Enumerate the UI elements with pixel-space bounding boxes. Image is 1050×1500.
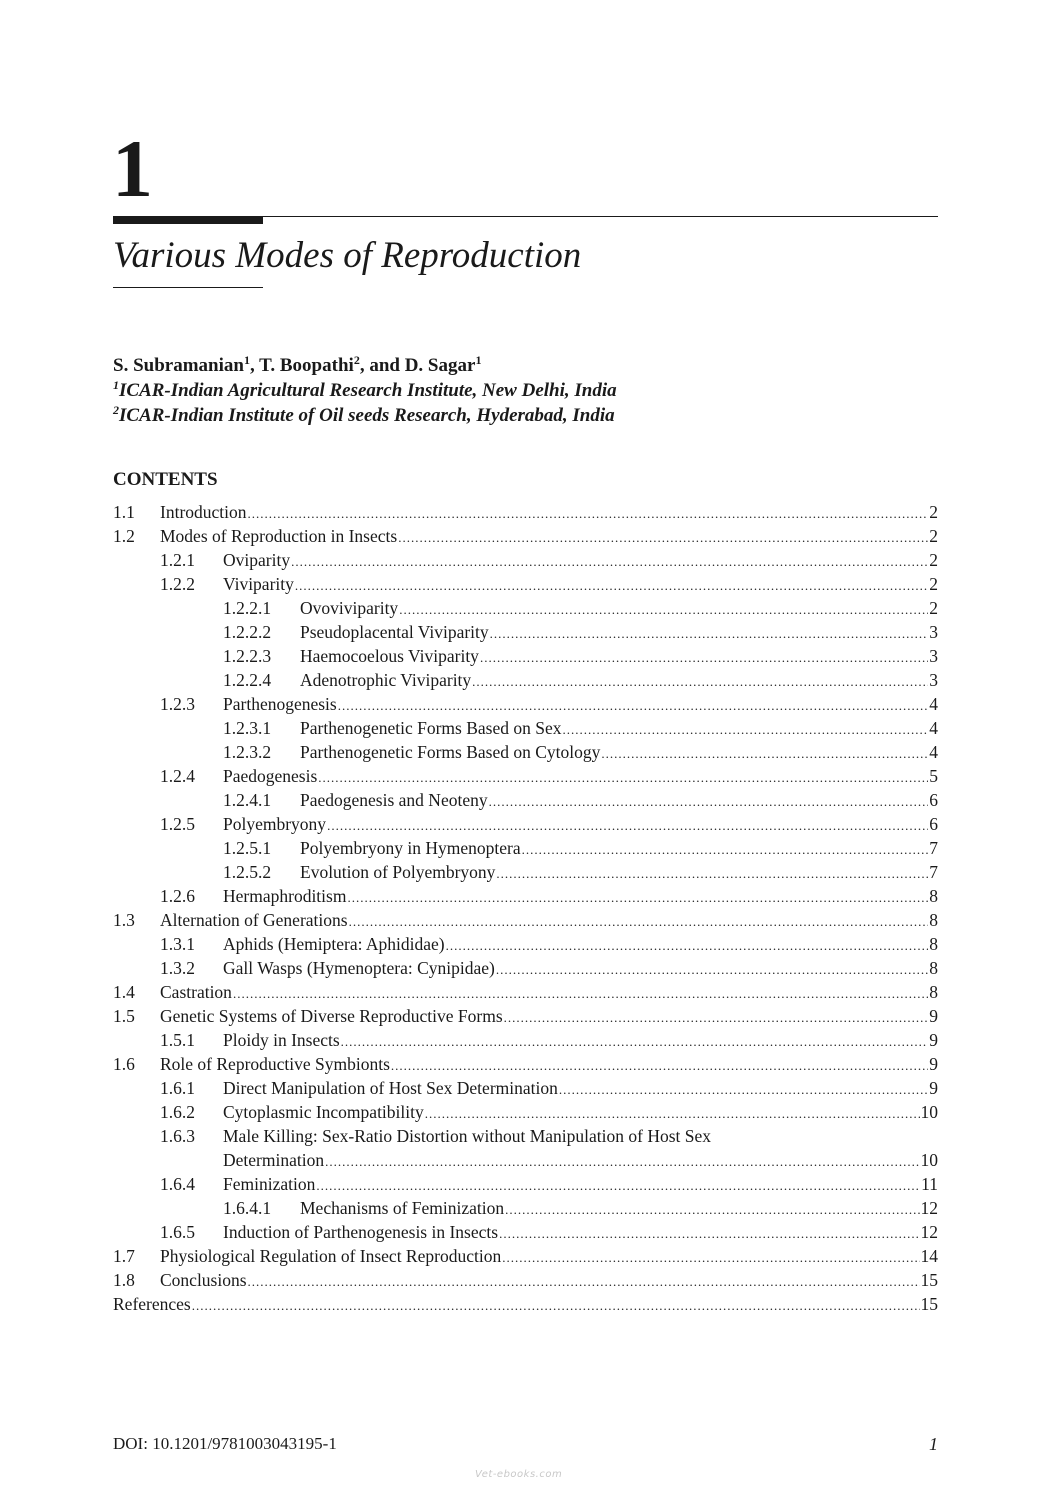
toc-entry-number: 1.2.3.1 bbox=[223, 718, 272, 738]
toc-entry[interactable] bbox=[113, 1028, 938, 1052]
toc-entry-title: Conclusions bbox=[160, 1270, 247, 1290]
toc-entry[interactable] bbox=[113, 836, 938, 860]
toc-entry-number: 1.2.3 bbox=[160, 694, 195, 714]
toc-entry[interactable] bbox=[113, 548, 938, 572]
toc-entry-number: 1.6.3 bbox=[160, 1126, 195, 1146]
toc-entry-page: 12 bbox=[920, 1198, 938, 1218]
toc-entry[interactable] bbox=[113, 1004, 938, 1028]
chapter-rule-thick bbox=[113, 216, 263, 224]
toc-entry-title: Paedogenesis and Neoteny bbox=[300, 790, 488, 810]
author-line bbox=[113, 354, 481, 378]
toc-entry-title: Paedogenesis bbox=[223, 766, 318, 786]
toc-entry[interactable] bbox=[113, 668, 938, 692]
toc-entry[interactable] bbox=[113, 596, 938, 620]
toc-entry-page: 4 bbox=[929, 718, 938, 738]
toc-entry[interactable] bbox=[113, 572, 938, 596]
author-separator: , bbox=[249, 355, 260, 376]
toc-entry-page: 8 bbox=[929, 982, 938, 1002]
toc-entry-title: Role of Reproductive Symbionts bbox=[160, 1054, 390, 1074]
toc-entry-page: 2 bbox=[929, 598, 938, 618]
toc-entry-page: 3 bbox=[929, 646, 938, 666]
toc-leader-dots bbox=[291, 550, 928, 574]
toc-entry-page: 15 bbox=[920, 1294, 938, 1314]
author-affiliation-mark: 1 bbox=[243, 353, 250, 367]
toc-leader-dots bbox=[489, 790, 929, 814]
toc-entry-title: Modes of Reproduction in Insects bbox=[160, 526, 398, 546]
toc-entry-number: 1.6.5 bbox=[160, 1222, 195, 1242]
toc-entry-page: 3 bbox=[929, 670, 938, 690]
toc-entry-number: 1.2.6 bbox=[160, 886, 195, 906]
toc-entry-page: 9 bbox=[929, 1030, 938, 1050]
toc-entry-page: 11 bbox=[921, 1174, 938, 1194]
affiliation bbox=[113, 379, 617, 403]
toc-entry[interactable] bbox=[113, 788, 938, 812]
toc-entry-page: 4 bbox=[929, 742, 938, 762]
toc-leader-dots bbox=[316, 1174, 920, 1198]
toc-leader-dots bbox=[349, 910, 929, 934]
toc-entry-page: 4 bbox=[929, 694, 938, 714]
toc-entry-number: 1.2.5.1 bbox=[223, 838, 272, 858]
toc-entry[interactable] bbox=[113, 812, 938, 836]
toc-entry[interactable] bbox=[113, 524, 938, 548]
toc-leader-dots bbox=[496, 958, 928, 982]
toc-entry[interactable] bbox=[113, 1268, 938, 1292]
toc-entry-page: 8 bbox=[929, 934, 938, 954]
toc-entry-number: 1.1 bbox=[113, 502, 135, 522]
toc-entry-title: Induction of Parthenogenesis in Insects bbox=[223, 1222, 499, 1242]
doi: DOI: 10.1201/9781003043195-1 bbox=[113, 1434, 337, 1453]
toc-entry-number: 1.8 bbox=[113, 1270, 135, 1290]
toc-entry-number: 1.3 bbox=[113, 910, 135, 930]
toc-entry-title: Viviparity bbox=[223, 574, 294, 594]
toc-entry-page: 7 bbox=[929, 838, 938, 858]
toc-entry-number: 1.2.4 bbox=[160, 766, 195, 786]
toc-entry-number: 1.7 bbox=[113, 1246, 135, 1266]
toc-entry-title: Determination bbox=[223, 1150, 325, 1170]
toc-entry[interactable] bbox=[113, 1196, 938, 1220]
toc-entry[interactable] bbox=[113, 764, 938, 788]
watermark: Vet-ebooks.com bbox=[475, 1469, 563, 1480]
toc-leader-dots bbox=[327, 814, 928, 838]
toc-entry-title: Alternation of Generations bbox=[160, 910, 348, 930]
toc-leader-dots bbox=[398, 526, 928, 550]
toc-entry-page: 10 bbox=[920, 1102, 938, 1122]
toc-entry-title: Mechanisms of Feminization bbox=[300, 1198, 505, 1218]
toc-leader-dots bbox=[248, 502, 929, 526]
affiliation-mark: 1 bbox=[113, 378, 119, 392]
toc-entry-number: 1.5 bbox=[113, 1006, 135, 1026]
toc-leader-dots bbox=[472, 670, 928, 694]
toc-entry-title: Genetic Systems of Diverse Reproductive Forms bbox=[160, 1006, 503, 1026]
toc-entry-number: 1.2.5.2 bbox=[223, 862, 272, 882]
toc-entry[interactable] bbox=[113, 1100, 938, 1124]
toc-entry[interactable] bbox=[113, 1052, 938, 1076]
toc-entry-title: Aphids (Hemiptera: Aphididae) bbox=[223, 934, 445, 954]
toc-entry[interactable] bbox=[113, 1124, 938, 1148]
chapter-rule-thin bbox=[262, 216, 938, 217]
toc-entry-number: 1.4 bbox=[113, 982, 135, 1002]
toc-leader-dots bbox=[233, 982, 928, 1006]
toc-entry[interactable] bbox=[113, 692, 938, 716]
toc-entry-number: 1.6.2 bbox=[160, 1102, 195, 1122]
toc-entry-page: 9 bbox=[929, 1078, 938, 1098]
toc-leader-dots bbox=[341, 1030, 929, 1054]
toc-entry[interactable] bbox=[113, 908, 938, 932]
toc-entry-title: Ploidy in Insects bbox=[223, 1030, 340, 1050]
toc-entry-page: 10 bbox=[920, 1150, 938, 1170]
toc-entry-page: 14 bbox=[920, 1246, 938, 1266]
chapter-number: 1 bbox=[112, 123, 153, 214]
toc-leader-dots bbox=[318, 766, 928, 790]
author-affiliation-mark: 2 bbox=[353, 353, 360, 367]
toc-entry[interactable] bbox=[113, 620, 938, 644]
toc-leader-dots bbox=[522, 838, 929, 862]
toc-entry[interactable] bbox=[113, 860, 938, 884]
toc-leader-dots bbox=[192, 1294, 920, 1318]
toc-entry-title: Adenotrophic Viviparity bbox=[300, 670, 472, 690]
toc-entry-number: 1.2.2.4 bbox=[223, 670, 272, 690]
toc-entry-page: 2 bbox=[929, 574, 938, 594]
toc-entry-number: 1.6.4.1 bbox=[223, 1198, 272, 1218]
toc-entry-title: Hermaphroditism bbox=[223, 886, 347, 906]
toc-entry-page: 9 bbox=[929, 1054, 938, 1074]
toc-entry[interactable] bbox=[113, 932, 938, 956]
toc-entry[interactable] bbox=[113, 716, 938, 740]
toc-entry-title: Pseudoplacental Viviparity bbox=[300, 622, 489, 642]
toc-entry-number: 1.2.2.2 bbox=[223, 622, 272, 642]
toc-entry[interactable] bbox=[113, 1148, 938, 1172]
contents-heading: CONTENTS bbox=[113, 469, 218, 490]
toc-entry-number: 1.6 bbox=[113, 1054, 135, 1074]
author-affiliation-mark: 1 bbox=[475, 353, 482, 367]
affiliation-text: ICAR-Indian Agricultural Research Institute, New Delhi, India bbox=[119, 380, 617, 401]
toc-entry[interactable] bbox=[113, 740, 938, 764]
toc-entry-number: 1.5.1 bbox=[160, 1030, 195, 1050]
toc-entry-page: 9 bbox=[929, 1006, 938, 1026]
toc-entry-title: Cytoplasmic Incompatibility bbox=[223, 1102, 424, 1122]
toc-leader-dots bbox=[480, 646, 928, 670]
toc-entry-title: Introduction bbox=[160, 502, 247, 522]
toc-entry[interactable] bbox=[113, 956, 938, 980]
toc-entry-page: 5 bbox=[929, 766, 938, 786]
toc-leader-dots bbox=[399, 598, 928, 622]
toc-leader-dots bbox=[496, 862, 928, 886]
toc-entry-page: 15 bbox=[920, 1270, 938, 1290]
toc-leader-dots bbox=[391, 1054, 928, 1078]
author-name: T. Boopathi bbox=[259, 355, 354, 376]
toc-entry-page: 6 bbox=[929, 814, 938, 834]
toc-leader-dots bbox=[295, 574, 928, 598]
toc-entry-title: Polyembryony in Hymenoptera bbox=[300, 838, 521, 858]
toc-entry-number: 1.2.2.3 bbox=[223, 646, 272, 666]
toc-leader-dots bbox=[499, 1222, 919, 1246]
toc-entry-number: 1.2.2.1 bbox=[223, 598, 272, 618]
toc-entry-number: 1.2.1 bbox=[160, 550, 195, 570]
toc-leader-dots bbox=[338, 694, 929, 718]
toc-leader-dots bbox=[347, 886, 928, 910]
toc-leader-dots bbox=[559, 1078, 928, 1102]
affiliation bbox=[113, 404, 615, 428]
toc-entry-page: 6 bbox=[929, 790, 938, 810]
toc-entry-title: Polyembryony bbox=[223, 814, 327, 834]
toc-entry-page: 3 bbox=[929, 622, 938, 642]
toc-leader-dots bbox=[325, 1150, 919, 1174]
toc-entry-title: Haemocoelous Viviparity bbox=[300, 646, 479, 666]
toc-entry-number: 1.2.5 bbox=[160, 814, 195, 834]
chapter-title: Various Modes of Reproduction bbox=[113, 235, 582, 276]
toc-leader-dots bbox=[562, 718, 928, 742]
toc-entry-title: Evolution of Polyembryony bbox=[300, 862, 496, 882]
toc-entry-number: 1.3.2 bbox=[160, 958, 195, 978]
toc-entry[interactable] bbox=[113, 980, 938, 1004]
toc-leader-dots bbox=[425, 1102, 920, 1126]
toc-entry-title: Parthenogenetic Forms Based on Cytology bbox=[300, 742, 601, 762]
toc-entry-number: 1.3.1 bbox=[160, 934, 195, 954]
toc-entry[interactable] bbox=[113, 884, 938, 908]
toc-entry-page: 12 bbox=[920, 1222, 938, 1242]
affiliation-text: ICAR-Indian Institute of Oil seeds Research, Hyderabad, India bbox=[119, 405, 615, 426]
affiliation-mark: 2 bbox=[113, 403, 119, 417]
toc-entry-title: Parthenogenesis bbox=[223, 694, 337, 714]
page-number: 1 bbox=[929, 1434, 938, 1454]
toc-entry[interactable] bbox=[113, 644, 938, 668]
author-separator: , and bbox=[359, 355, 405, 376]
toc-entry-number: 1.2.3.2 bbox=[223, 742, 272, 762]
toc-leader-dots bbox=[502, 1246, 919, 1270]
table-of-contents bbox=[113, 500, 938, 1316]
toc-entry-title: References bbox=[113, 1294, 191, 1314]
toc-entry-number: 1.2.4.1 bbox=[223, 790, 272, 810]
toc-entry-page: 8 bbox=[929, 886, 938, 906]
toc-entry-number: 1.6.4 bbox=[160, 1174, 195, 1194]
toc-entry-title: Oviparity bbox=[223, 550, 291, 570]
toc-entry[interactable] bbox=[113, 1076, 938, 1100]
toc-entry-title: Ovoviviparity bbox=[300, 598, 399, 618]
toc-entry-page: 2 bbox=[929, 550, 938, 570]
toc-entry-title: Gall Wasps (Hymenoptera: Cynipidae) bbox=[223, 958, 495, 978]
title-underline bbox=[113, 287, 263, 288]
toc-entry-title: Male Killing: Sex-Ratio Distortion without Manipulation of Host Sex bbox=[223, 1126, 712, 1146]
toc-entry[interactable] bbox=[113, 1292, 938, 1316]
author-name: S. Subramanian bbox=[113, 355, 244, 376]
toc-leader-dots bbox=[490, 622, 929, 646]
toc-entry[interactable] bbox=[113, 1172, 938, 1196]
toc-leader-dots bbox=[504, 1006, 929, 1030]
toc-entry-page: 2 bbox=[929, 526, 938, 546]
toc-leader-dots bbox=[248, 1270, 920, 1294]
toc-entry-title: Physiological Regulation of Insect Reproduction bbox=[160, 1246, 502, 1266]
toc-entry-title: Parthenogenetic Forms Based on Sex bbox=[300, 718, 562, 738]
toc-entry-title: Feminization bbox=[223, 1174, 316, 1194]
toc-entry[interactable] bbox=[113, 1244, 938, 1268]
toc-entry-title: Direct Manipulation of Host Sex Determination bbox=[223, 1078, 558, 1098]
toc-entry-number: 1.6.1 bbox=[160, 1078, 195, 1098]
toc-leader-dots bbox=[446, 934, 929, 958]
toc-entry-page: 8 bbox=[929, 910, 938, 930]
toc-entry[interactable] bbox=[113, 500, 938, 524]
toc-leader-dots bbox=[601, 742, 928, 766]
toc-entry-number: 1.2.2 bbox=[160, 574, 195, 594]
toc-entry-title: Castration bbox=[160, 982, 232, 1002]
toc-entry-page: 7 bbox=[929, 862, 938, 882]
toc-entry-page: 8 bbox=[929, 958, 938, 978]
toc-entry[interactable] bbox=[113, 1220, 938, 1244]
toc-entry-page: 2 bbox=[929, 502, 938, 522]
toc-entry-number: 1.2 bbox=[113, 526, 135, 546]
toc-leader-dots bbox=[505, 1198, 919, 1222]
author-name: D. Sagar bbox=[404, 355, 476, 376]
